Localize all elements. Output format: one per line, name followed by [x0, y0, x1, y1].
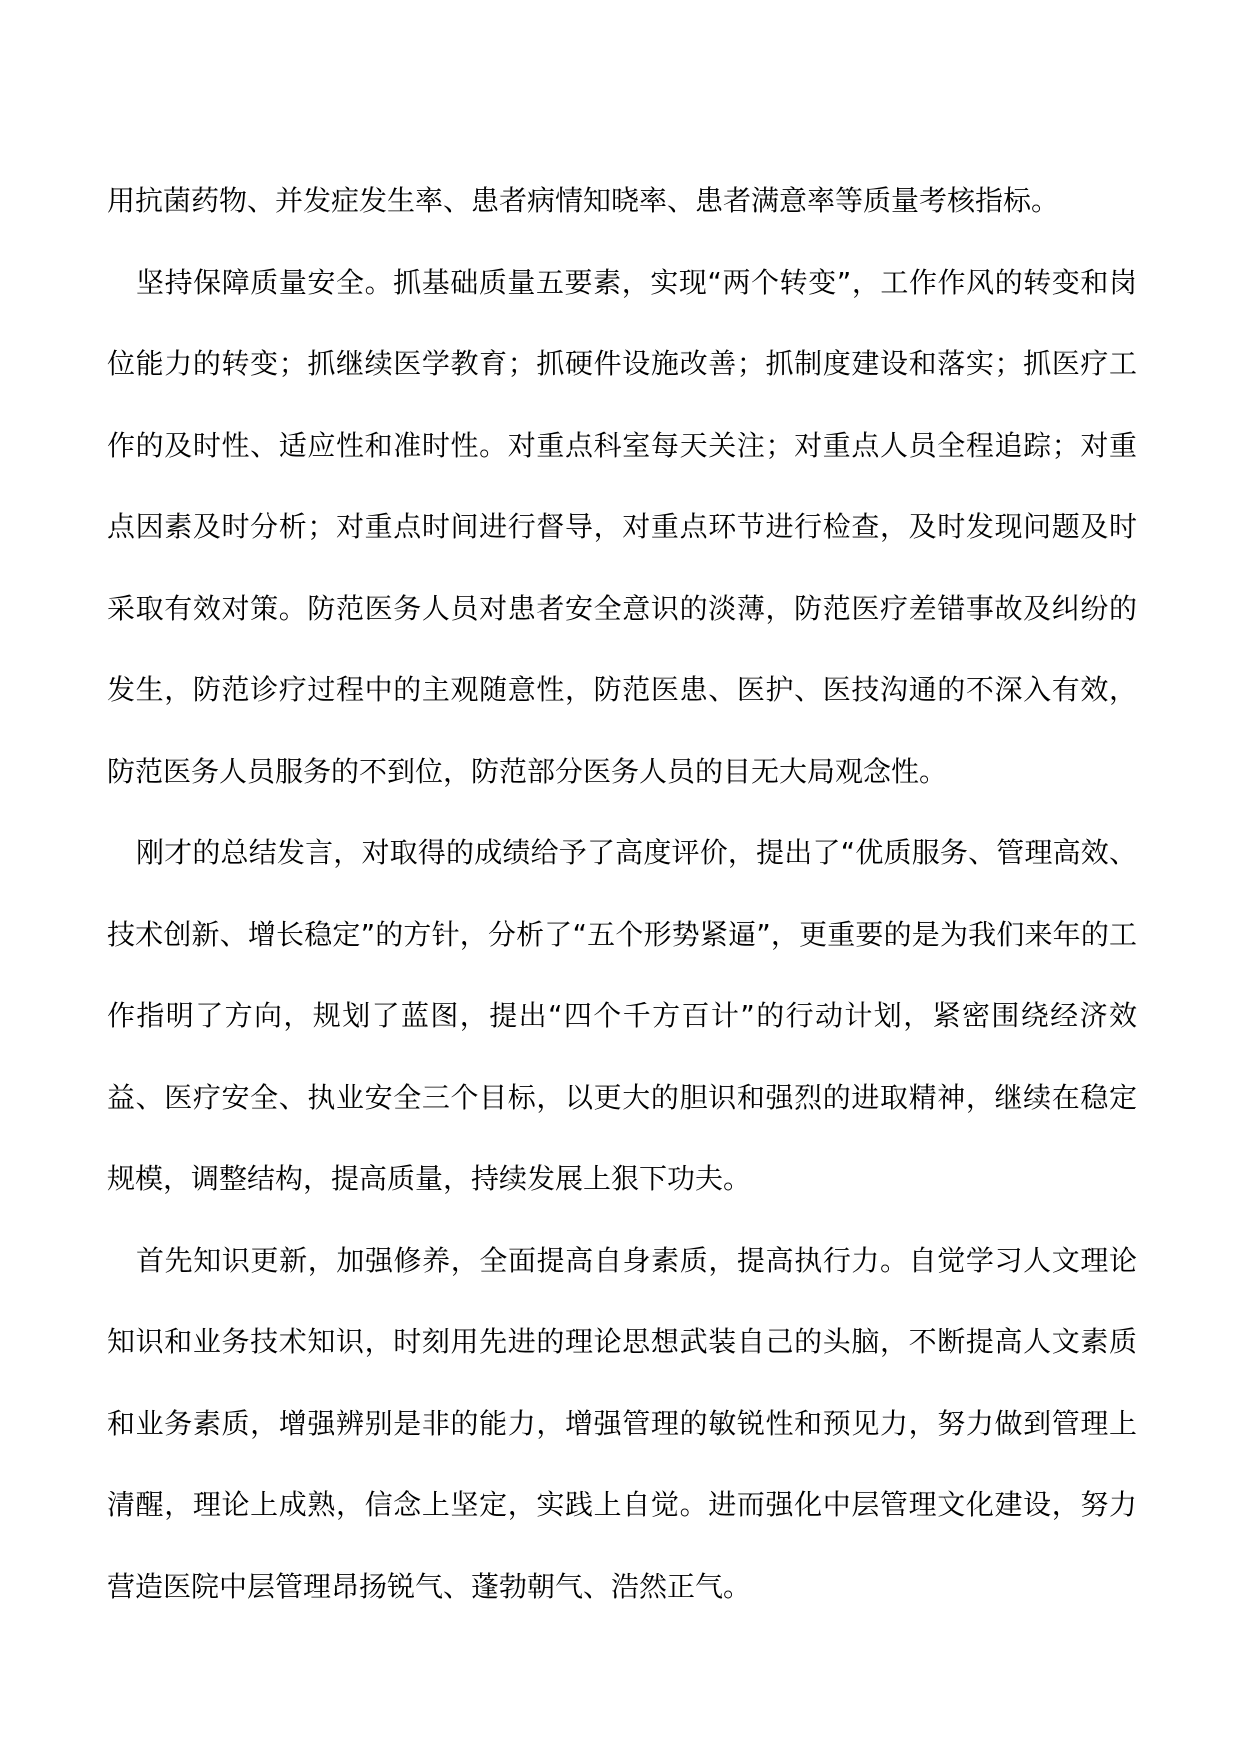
paragraph-2: 坚持保障质量安全。抓基础质量五要素，实现“两个转变”，工作作风的转变和岗位能力的转变；抓继续医学教育；抓硬件设施改善；抓制度建设和落实；抓医疗工作的及时性、适应性和准时性。对重点科室每天关注；对重点人员全程追踪；对重点因素及时分析；对重点时间进行督导，对重点环节进行检查，及时发现问题及时采取有效对策。防范医务人员对患者安全意识的淡薄，防范医疗差错事故及纠纷的发生，防范诊疗过程中的主观随意性，防范医患、医护、医技沟通的不深入有效，防范医务人员服务的不到位，防范部分医务人员的目无大局观念性。	[107, 265, 1137, 788]
document-body	[107, 160, 1137, 1627]
paragraph-1: 用抗菌药物、并发症发生率、患者病情知晓率、患者满意率等质量考核指标。	[107, 184, 1060, 217]
paragraph-4: 首先知识更新，加强修养，全面提高自身素质，提高执行力。自觉学习人文理论知识和业务技术知识，时刻用先进的理论思想武装自己的头脑，不断提高人文素质和业务素质，增强辨别是非的能力，增强管理的敏锐性和预见力，努力做到管理上清醒，理论上成熟，信念上坚定，实践上自觉。进而强化中层管理文化建设，努力营造医院中层管理昂扬锐气、蓬勃朝气、浩然正气。	[107, 1243, 1137, 1603]
paragraph-3: 刚才的总结发言，对取得的成绩给予了高度评价，提出了“优质服务、管理高效、技术创新、增长稳定”的方针，分析了“五个形势紧逼”，更重要的是为我们来年的工作指明了方向，规划了蓝图，提出“四个千方百计”的行动计划，紧密围绕经济效益、医疗安全、执业安全三个目标，以更大的胆识和强烈的进取精神，继续在稳定规模，调整结构，提高质量，持续发展上狠下功夫。	[107, 836, 1137, 1195]
